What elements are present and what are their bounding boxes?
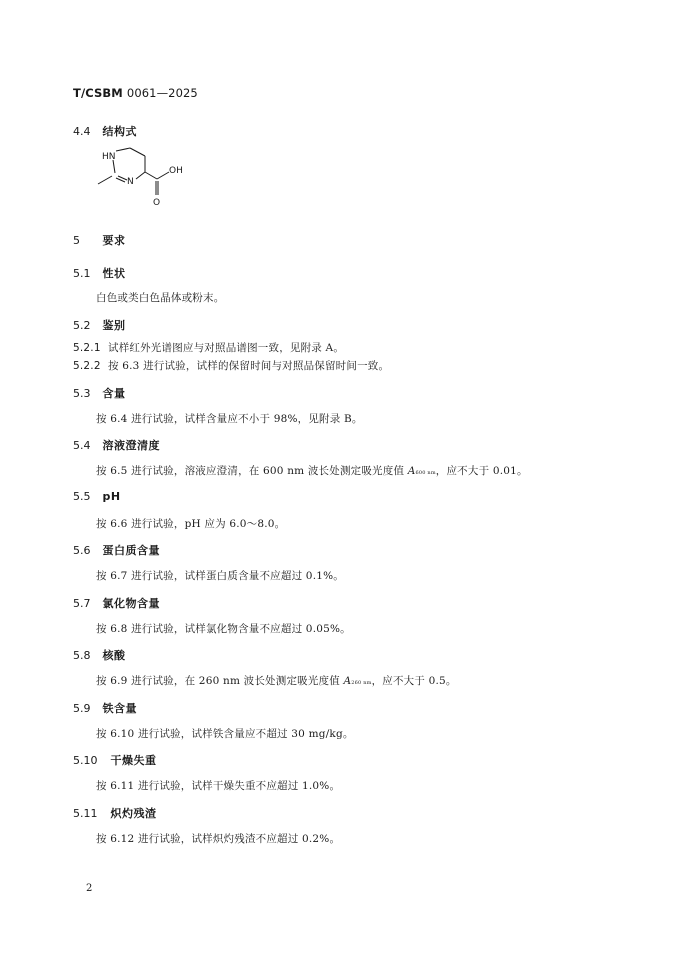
- section-5-6-heading: [73, 542, 160, 558]
- text-part: 按 6.5 进行试验，溶液应澄清，在 600 nm 波长处测定吸光度值: [96, 465, 408, 477]
- section-5-11-text: 按 6.12 进行试验，试样炽灼残渣不应超过 0.2%。: [96, 833, 341, 845]
- section-number: 5.4: [73, 439, 91, 452]
- section-number: 5.3: [73, 387, 91, 400]
- section-5-2-heading: [73, 317, 126, 333]
- section-5-8-text: [96, 673, 457, 688]
- subsection-text: 试样红外光谱图应与对照品谱图一致，见附录 A。: [108, 342, 345, 354]
- structure-label-o: O: [153, 198, 161, 208]
- section-number: 5.5: [73, 490, 91, 503]
- section-title: 结构式: [102, 125, 137, 138]
- section-title: 铁含量: [102, 702, 137, 715]
- section-number: 5.1: [73, 267, 91, 280]
- text-part: ，应不大于 0.5。: [371, 675, 457, 687]
- section-number: 5.7: [73, 597, 91, 610]
- section-5-3-text: 按 6.4 进行试验，试样含量应不小于 98%，见附录 B。: [96, 413, 363, 425]
- section-5-10-text: 按 6.11 进行试验，试样干燥失重不应超过 1.0%。: [96, 780, 341, 792]
- section-5-6-text: 按 6.7 进行试验，试样蛋白质含量不应超过 0.1%。: [96, 570, 344, 582]
- section-5-1-text: 白色或类白色晶体或粉末。: [96, 292, 225, 304]
- section-number: 5.8: [73, 649, 91, 662]
- section-title: 含量: [102, 387, 126, 400]
- section-number: 5: [73, 234, 80, 247]
- section-5-4-text: [96, 463, 528, 478]
- section-title: pH: [102, 490, 121, 503]
- absorbance-subscript: 260 nm: [351, 680, 372, 686]
- section-5-3-heading: [73, 385, 126, 401]
- section-number: 5.10: [73, 754, 98, 767]
- section-5-2-1: [73, 340, 344, 355]
- section-5-4-heading: [73, 437, 160, 453]
- section-title: 要求: [102, 234, 126, 247]
- section-title: 氯化物含量: [102, 597, 160, 610]
- standard-code-number: 0061—2025: [126, 86, 198, 100]
- section-5-5-text: 按 6.6 进行试验，pH 应为 6.0～8.0。: [96, 518, 286, 530]
- section-4-4-heading: [73, 123, 137, 139]
- section-title: 炽灼残渣: [110, 807, 157, 820]
- section-5-10-heading: [73, 752, 157, 768]
- section-5-8-heading: [73, 647, 126, 663]
- text-part: 按 6.9 进行试验，在 260 nm 波长处测定吸光度值: [96, 675, 344, 687]
- structure-label-n: N: [127, 177, 134, 187]
- absorbance-symbol: A: [343, 675, 352, 687]
- section-number: 5.6: [73, 544, 91, 557]
- section-title: 鉴别: [102, 319, 126, 332]
- section-number: 5.2: [73, 319, 91, 332]
- absorbance-subscript: 600 nm: [415, 470, 436, 476]
- subsection-number: 5.2.2: [73, 360, 101, 372]
- section-5-7-heading: [73, 595, 160, 611]
- subsection-text: 按 6.3 进行试验，试样的保留时间与对照品保留时间一致。: [108, 360, 390, 372]
- structure-label-hn: HN: [102, 152, 116, 162]
- section-number: 4.4: [73, 125, 91, 138]
- standard-code: [73, 86, 198, 100]
- section-title: 蛋白质含量: [102, 544, 160, 557]
- section-5-5-heading: [73, 490, 121, 503]
- standard-code-prefix: T/CSBM: [73, 86, 123, 100]
- section-5-9-text: 按 6.10 进行试验，试样铁含量应不超过 30 mg/kg。: [96, 728, 354, 740]
- section-title: 性状: [102, 267, 126, 280]
- section-5-1-heading: [73, 265, 126, 281]
- page-number: 2: [86, 883, 93, 894]
- section-5-2-2: [73, 358, 389, 373]
- section-5-11-heading: [73, 805, 157, 821]
- text-part: ，应不大于 0.01。: [435, 465, 528, 477]
- section-number: 5.11: [73, 807, 98, 820]
- section-title: 干燥失重: [110, 754, 157, 767]
- structure-label-oh: OH: [169, 166, 183, 176]
- section-number: 5.9: [73, 702, 91, 715]
- section-5-7-text: 按 6.8 进行试验，试样氯化物含量不应超过 0.05%。: [96, 623, 351, 635]
- subsection-number: 5.2.1: [73, 342, 101, 354]
- section-title: 核酸: [102, 649, 126, 662]
- structural-formula: [96, 146, 196, 208]
- section-5-9-heading: [73, 700, 137, 716]
- section-5-heading: [73, 232, 126, 248]
- absorbance-symbol: A: [407, 465, 416, 477]
- section-title: 溶液澄清度: [102, 439, 160, 452]
